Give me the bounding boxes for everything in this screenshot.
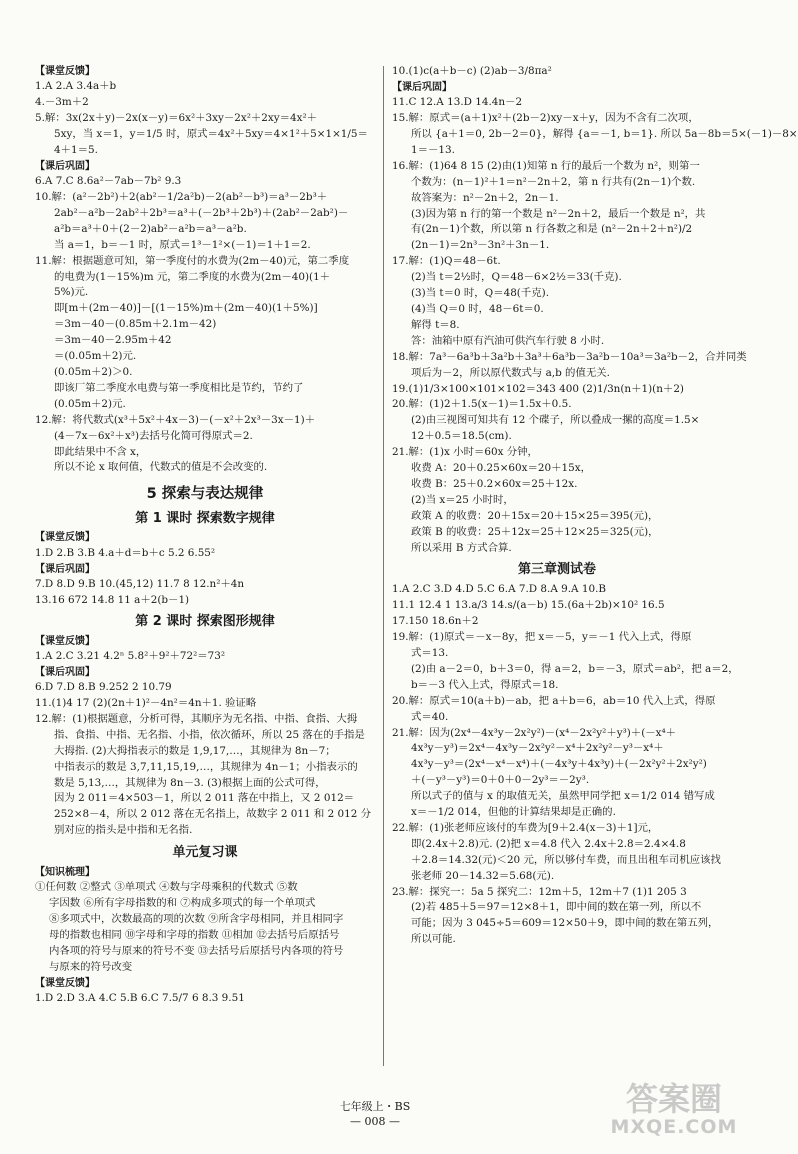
- page-number: — 008 —: [350, 1114, 400, 1128]
- lesson-title: 第 2 课时 探索图形规律: [135, 613, 275, 629]
- answer-line: 21.解：(1)x 小时＝60x 分钟，: [392, 446, 538, 459]
- section-header: 【知识梳理】: [35, 867, 95, 879]
- answer-line: 16.解：(1)64 8 15 (2)由(1)知第 n 行的最后一个数为 n²，则第一: [392, 159, 700, 172]
- answer-line: 字因数 ⑥所有字母指数的和 ⑦构成多项式的每一个单项式: [49, 897, 316, 910]
- answer-line: 1.D 2.D 3.A 4.C 5.B 6.C 7.5/7 6 8.3 9.51: [35, 992, 245, 1005]
- answer-line: 11.解：根据题意可知，第一季度付的水费为(2m－40)元，第二季度: [35, 254, 350, 267]
- answer-line: 个数为：(n－1)²＋1＝n²－2n＋2，第 n 行共有(2n－1)个数.: [411, 175, 696, 188]
- answer-line: 21.解：因为(2x⁴－4x³y－2x²y²)－(x⁴－2x²y²＋y³)＋(－x⁴＋: [392, 726, 677, 739]
- answer-line: 内各项的符号与原来的符号不变 ⑬去括号后原括号内各项的符号: [49, 944, 344, 957]
- answer-line: 4＋1＝5.: [54, 143, 98, 156]
- answer-line: 项后为－2，所以原代数式与 a,b 的值无关.: [411, 366, 610, 379]
- section-header: 【课后巩固】: [35, 666, 95, 678]
- answer-line: ＝3m－40－(0.85m＋2.1m－42): [54, 318, 217, 331]
- answer-line: 答：油箱中原有汽油可供汽车行驶 8 小时.: [411, 334, 605, 347]
- answer-line: 的电费为(1－15%)m 元，第二季度的水费为(2m－40)(1＋: [54, 270, 331, 283]
- answer-line: 收费 B：25＋0.2×60x＝25＋12x.: [411, 477, 578, 490]
- answer-line: (3)当 t＝0 时，Q＝48(千克).: [411, 287, 549, 300]
- answer-line: (2)若 485＋5＝97＝12×8＋1，即中间的数在第一列，所以不: [411, 901, 702, 914]
- answer-line: 指、食指、中指、无名指、小指，依次循环，所以 25 落在的手指是: [54, 728, 365, 741]
- column-divider: [383, 66, 384, 1066]
- answer-line: 7.D 8.D 9.B 10.(45,12) 11.7 8 12.n²＋4n: [35, 577, 245, 590]
- answer-line: x＝－1/2 014，但他的计算结果却是正确的.: [411, 806, 616, 819]
- unit-title: 单元复习课: [172, 845, 238, 861]
- answer-line: 式＝13.: [411, 646, 449, 659]
- unit-title: 第三章测试卷: [517, 562, 596, 578]
- answer-line: 解得 t＝8.: [411, 318, 460, 331]
- answer-line: 17.150 18.6n＋2: [392, 615, 479, 628]
- answer-line: 19.解：(1)原式＝－x－8y，把 x＝－5，y＝－1 代入上式，得原: [392, 631, 692, 644]
- answer-line: 6.D 7.D 8.B 9.252 2 10.79: [35, 681, 172, 694]
- answer-line: 4x³y－y³)＝2x⁴－4x³y－2x²y²－x⁴＋2x²y²－y³－x⁴＋: [411, 742, 664, 755]
- answer-line: ＋(－y³－y³)＝0＋0＋0－2y³＝－2y³.: [411, 774, 590, 787]
- answer-line: 政策 A 的收费：20＋15x＝20＋15×25＝395(元)，: [411, 509, 659, 522]
- section-header: 【课堂反馈】: [35, 532, 95, 544]
- answer-line: 1.A 2.C 3.D 4.D 5.C 6.A 7.D 8.A 9.A 10.B: [392, 583, 607, 596]
- answer-line: (2)由 a－2＝0，b＋3＝0，得 a＝2，b＝－3，原式＝ab²，把 a＝2，: [411, 662, 739, 675]
- answer-line: 式＝40.: [411, 710, 449, 723]
- answer-line: 5%)元.: [54, 286, 89, 299]
- lesson-title: 第 1 课时 探索数字规律: [135, 510, 275, 526]
- answer-line: (2)当 x＝25 小时时，: [411, 493, 514, 506]
- answer-line: 18.解：7a³－6a³b＋3a²b＋3a³＋6a³b－3a²b－10a³＝3a²b－2，合并同类: [392, 350, 747, 363]
- section-header: 【课后巩固】: [35, 563, 95, 575]
- answer-line: (2)当 t＝2½时，Q＝48－6×2½＝33(千克).: [411, 271, 622, 284]
- answer-line: ＝3m－40－2.95m＋42: [54, 334, 172, 347]
- answer-line: 别对应的指头是中指和无名指.: [54, 824, 193, 837]
- answer-line: 故答案为：n²－2n＋2，2n－1.: [411, 191, 559, 204]
- right-column: [392, 64, 798, 948]
- answer-line: 12.解：(1)根据题意，分析可得，其顺序为无名指、中指、食指、大拇: [35, 712, 358, 725]
- answer-line: (0.05m＋2)元.: [54, 397, 126, 410]
- answer-line: 大拇指. (2)大拇指表示的数是 1,9,17,…，其规律为 8n－7；: [54, 744, 336, 757]
- answer-line: 张老师 20－14.32＝5.68(元).: [411, 869, 555, 882]
- answer-line: (2n－1)＝2n³－3n²＋3n－1.: [411, 239, 550, 252]
- answer-line: (4－7x－6x²＋x³)去括号化简可得原式＝2.: [54, 429, 253, 442]
- answer-line: 即(2.4x＋2.8)元. (2)把 x＝4.8 代入 2.4x＋2.8＝2.4×4.8: [411, 837, 686, 850]
- answer-line: (3)因为第 n 行的第一个数是 n²－2n＋2，最后一个数是 n²，共: [411, 207, 706, 220]
- answer-line: 4.－3m＋2: [35, 96, 89, 109]
- answer-line: 5.解：3x(2x＋y)－2x(x－y)＝6x²＋3xy－2x²＋2xy＝4x²＋: [35, 112, 318, 125]
- section-header: 【课后巩固】: [392, 81, 452, 93]
- answer-line: 所以 {a＋1＝0, 2b－2＝0}，解得 {a＝－1, b＝1}. 所以 5a－8b＝5×(－1)－8×: [411, 128, 798, 141]
- answer-line: a²b＝a³＋0＋(2－2)ab²－a²b＝a³－a²b.: [54, 222, 247, 235]
- answer-line: 10.解：(a²－2b²)＋2(ab²－1/2a²b)－2(ab²－b³)＝a³－2b³＋: [35, 191, 328, 204]
- answer-line: 22.解：(1)张老师应该付的车费为[9＋2.4(x－3)＋1]元，: [392, 821, 659, 834]
- answer-line: ①任何数 ②整式 ③单项式 ④数与字母乘积的代数式 ⑤数: [35, 881, 298, 894]
- answer-line: 17.解：(1)Q＝48－6t.: [392, 255, 501, 268]
- answer-line: 19.(1)1/3×100×101×102＝343 400 (2)1/3n(n＋1)(n＋2): [392, 382, 684, 395]
- answer-line: 6.A 7.C 8.6a²－7ab－7b² 9.3: [35, 175, 182, 188]
- answer-line: 23.解：探究一：5a 5 探究二：12m＋5，12m＋7 (1)1 205 3: [392, 885, 687, 898]
- answer-line: 12＋0.5＝18.5(cm).: [411, 430, 512, 443]
- answer-line: 5xy，当 x＝1，y＝1/5 时，原式＝4x²＋5xy＝4×1²＋5×1×1/5＝: [54, 128, 368, 141]
- left-column: [35, 64, 375, 1007]
- watermark-logo: [610, 1082, 738, 1148]
- answer-line: 15.解：原式＝(a＋1)x²＋(2b－2)xy－x＋y，因为不含有二次项，: [392, 112, 699, 125]
- answer-line: 10.(1)c(a＋b－c) (2)ab－3/8πa²: [392, 65, 552, 77]
- answer-line: b＝－3 代入上式，得原式＝18.: [411, 678, 559, 691]
- answer-line: 1.D 2.B 3.B 4.a＋d＝b＋c 5.2 6.55²: [35, 546, 216, 559]
- answer-line: 所以不论 x 取何值，代数式的值是不会改变的.: [54, 461, 268, 474]
- answer-line: ＝(0.05m＋2)元.: [54, 350, 137, 363]
- answer-line: 母的指数也相同 ⑩字母和字母的指数 ⑪相加 ⑫去括号后原括号: [49, 929, 340, 942]
- answer-line: (0.05m＋2)＞0.: [54, 366, 133, 378]
- watermark-badge: 答案圈: [625, 1080, 722, 1118]
- answer-line: 4x³y－y³＝(2x⁴－x⁴－x⁴)＋(－4x³y＋4x³y)＋(－2x²y²＋2x²y²): [411, 758, 707, 771]
- answer-line: 所以式子的值与 x 的取值无关，虽然甲同学把 x＝1/2 014 错写成: [411, 790, 715, 803]
- answer-line: 政策 B 的收费：25＋12x＝25＋12×25＝325(元)，: [411, 525, 659, 538]
- answer-line: 所以采用 B 方式合算.: [411, 541, 512, 554]
- answer-line: 所以可能.: [411, 933, 456, 946]
- answer-line: 中指表示的数是 3,7,11,15,19,…，其规律为 4n－1；小指表示的: [54, 760, 358, 773]
- answer-line: (4)当 Q＝0 时，48－6t＝0.: [411, 302, 544, 315]
- answer-line: 252×8－4，所以 2 012 落在无名指上，故数字 2 011 和 2 012 分: [54, 808, 372, 821]
- section-header: 【课堂反馈】: [35, 635, 95, 647]
- answer-line: 当 a＝1，b＝－1 时，原式＝1³－1²×(－1)＝1＋1＝2.: [54, 238, 311, 251]
- answer-line: 13.16 672 14.8 11 a＋2(b－1): [35, 593, 190, 606]
- answer-line: ＋2.8＝14.32(元)＜20 元，所以够付车费，而且出租车司机应该找: [411, 853, 721, 866]
- answer-line: 1.A 2.A 3.4a＋b: [35, 80, 117, 93]
- watermark-site: MXQE.COM: [610, 1116, 738, 1138]
- answer-line: 1.A 2.C 3.21 4.2ⁿ 5.8²＋9²＋72²＝73²: [35, 649, 226, 662]
- answer-line: 1＝－13.: [411, 143, 455, 156]
- answer-line: 即该厂第二季度水电费与第一季度相比是节约，节约了: [54, 381, 304, 394]
- answer-line: 2ab²－a²b－2ab²＋2b³＝a³＋(－2b³＋2b³)＋(2ab²－2ab²)－: [54, 206, 349, 219]
- answer-line: 收费 A：20＋0.25×60x＝20＋15x，: [411, 462, 591, 475]
- section-header: 【课堂反馈】: [35, 66, 95, 77]
- answer-line: 因为 2 011＝4×503－1，所以 2 011 落在中指上，又 2 012＝: [54, 792, 355, 805]
- answer-line: 20.解：原式＝10(a＋b)－ab，把 a＋b＝6，ab＝10 代入上式，得原: [392, 694, 716, 707]
- answer-line: 12.解：将代数式(x³＋5x²＋4x－3)－(－x²＋2x³－3x－1)＋: [35, 413, 316, 426]
- answer-line: ⑧多项式中，次数最高的项的次数 ⑨所含字母相同，并且相同字: [49, 913, 344, 926]
- answer-line: 有(2n－1)个数，所以第 n 行各数之和是 (n²－2n＋2＋n²)/2: [411, 223, 693, 236]
- answer-line: (2)由三视图可知共有 12 个碟子，所以叠成一摞的高度＝1.5×: [411, 414, 700, 427]
- answer-line: 11.1 12.4 1 13.a/3 14.s/(a－b) 15.(6a＋2b)×10² 16.5: [392, 599, 665, 612]
- answer-line: 11.C 12.A 13.D 14.4n－2: [392, 96, 523, 109]
- answer-line: 可能；因为 3 045÷5＝609＝12×50＋9，即中间的数在第五列，: [411, 917, 719, 930]
- answer-line: 即[m＋(2m－40)]－[(1－15%)m＋(2m－40)(1＋5%)]: [54, 302, 318, 315]
- footer-grade-label: 七年级上・BS: [339, 1100, 411, 1113]
- answer-line: 20.解：(1)2＋1.5(x－1)＝1.5x＋0.5.: [392, 398, 572, 411]
- chapter-title: 5 探索与表达规律: [146, 486, 264, 503]
- section-header: 【课堂反馈】: [35, 977, 95, 989]
- answer-line: 数是 5,13,…，其规律为 8n－3. (3)根据上面的公式可得，: [54, 776, 326, 789]
- answer-line: 即此结果中不含 x，: [54, 445, 147, 458]
- answer-line: 与原来的符号改变: [49, 960, 133, 973]
- section-header: 【课后巩固】: [35, 160, 95, 172]
- answer-line: 11.(1)4 17 (2)(2n＋1)²－4n²＝4n＋1. 验证略: [35, 696, 257, 709]
